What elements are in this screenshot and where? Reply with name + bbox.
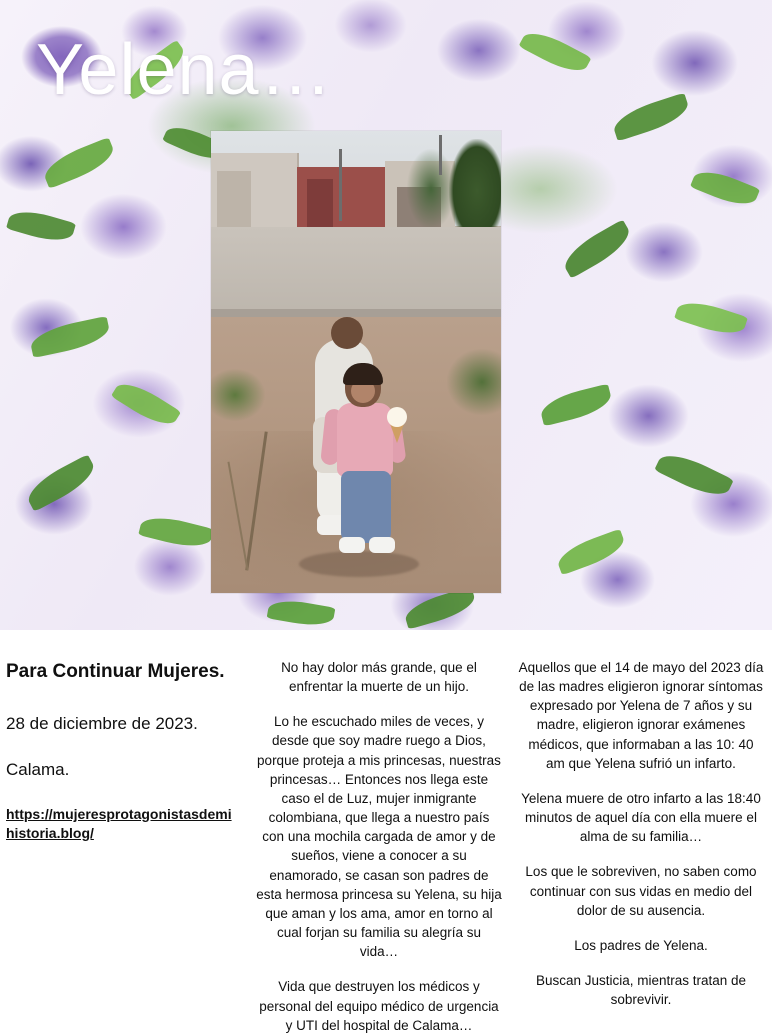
photo-child-jacket [337,403,393,477]
photo-light-pole [339,149,342,221]
photo-building-left-detail [217,171,251,229]
photo-child-shoe-left [339,537,365,553]
paragraph: Los que le sobreviven, no saben como continuar con sus vidas en medio del dolor de su ausencia. [525,864,757,918]
paragraph: Vida que destruyen los médicos y personal del equipo médico de urgencia y UTI del hospital de Calama… [259,979,499,1033]
photo-child-shoe-right [369,537,395,553]
photo-light-pole [439,135,442,175]
column-middle [248,658,510,1033]
photo-woman-head [331,317,363,349]
paragraph: No hay dolor más grande, que el enfrentar la muerte de un hijo. [281,660,477,695]
photo-tree-small [407,149,455,229]
photo-girl-with-ice-cream [211,131,501,593]
photo-building-red-detail [307,179,333,229]
photo-bush-right [447,349,501,415]
paragraph: Aquellos que el 14 de mayo del 2023 día de las madres eligieron ignorar síntomas expresado por Yelena de 7 años y su madre, eligieron ignorar exámenes médicos, que informaban a las 10: 40 am que Yelena sufrió un infarto. [518,660,764,771]
blog-link[interactable]: https://mujeresprotagonistasdemihistoria.blog/ [6,805,232,841]
article-headline: Para Continuar Mujeres. [6,661,225,682]
paragraph: Buscan Justicia, mientras tratan de sobrevivir. [535,973,747,1008]
photo-ice-cream-scoop [387,407,407,427]
paragraph: Yelena muere de otro infarto a las 18:40 minutos de aquel día con ella muere el alma de su familia… [521,790,761,845]
column-left [0,658,248,1023]
page-title: Yelena… [36,30,333,110]
column-right [510,658,772,1023]
article-body [0,630,772,1033]
photo-bush-left [211,369,265,421]
article-date: 28 de diciembre de 2023. [6,713,198,733]
paragraph: Los padres de Yelena. [574,937,708,953]
article-location: Calama. [6,760,70,780]
photo-child-jeans [341,471,391,543]
photo-pavement [211,227,501,315]
paragraph: Lo he escuchado miles de veces, y desde que soy madre ruego a Dios, porque proteja a mis princesas, nuestras princesas… Entonces nos llega este caso el de Luz, mujer inmigrante colombiana, que llega a nuestro país con una mochila cargada de amor y de sueños, viene a conocer a su enamorado, se casan son padres de esta hermosa princesa su Yelena, su hija que aman y los ama, amor en torno al cual forjan su familia su alegría su vida… [256,714,502,960]
photo-ground-shadow [299,551,419,577]
